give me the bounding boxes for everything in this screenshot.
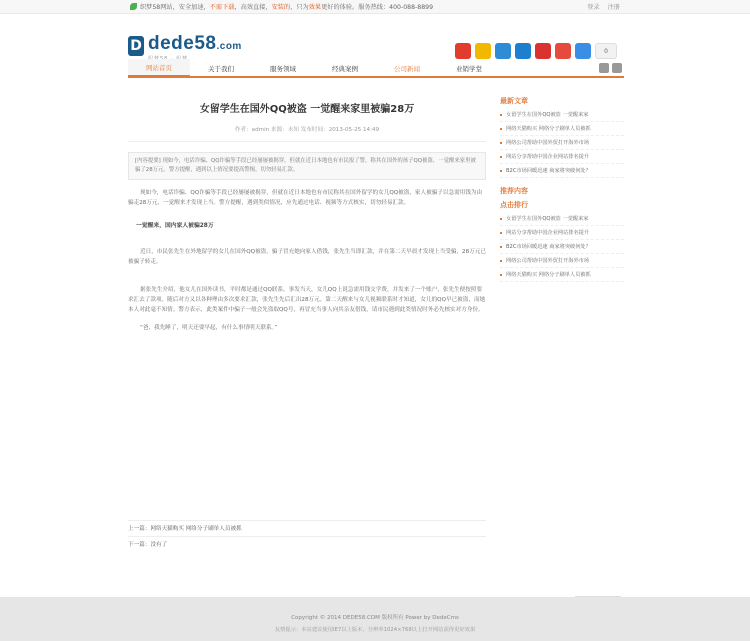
list-item[interactable]: 网络天猫购买 网络分子刷单人员被抓 <box>500 268 624 282</box>
user-icon[interactable] <box>612 63 622 73</box>
article-paragraph-2: 近日，市民张先生在外地留学的女儿在国外QQ被盗，骗子冒充她向家人借钱，张先生当即汇款，并在第二天早晨才发现上当受骗，28万元已被骗子转走。 <box>128 249 486 265</box>
list-item[interactable]: 网站分享帮助中国企业网站排名提升 <box>500 226 624 240</box>
latest-articles-title: 最新文章 <box>500 97 528 105</box>
list-item[interactable]: 女留学生在国外QQ被盗 一觉醒来家 <box>500 108 624 122</box>
site-footer <box>0 597 750 641</box>
article-main <box>128 88 486 548</box>
font-size-icon[interactable] <box>599 63 609 73</box>
nav-services[interactable]: 服务领域 <box>270 65 296 73</box>
notice-text-end: 更好的体验。服务热线：400-088-8899 <box>321 4 434 11</box>
tencent-weibo-icon[interactable] <box>495 43 511 59</box>
share-count: 0 <box>595 43 617 59</box>
douban-icon[interactable] <box>555 43 571 59</box>
nav-home[interactable]: 网站首页 <box>128 59 190 77</box>
site-header <box>0 14 750 59</box>
list-item[interactable]: 网站分享帮助中国企业网站排名提升 <box>500 150 624 164</box>
nav-tools <box>599 63 622 73</box>
kaixin-icon[interactable] <box>535 43 551 59</box>
list-item[interactable]: 女留学生在国外QQ被盗 一觉醒来家 <box>500 212 624 226</box>
site-logo[interactable] <box>128 35 242 56</box>
footer-tip: 友情提示：本站建议使用IE7以上版本，分辨率1024×768以上打开网站获得更好效果 <box>274 627 476 633</box>
top-right-links <box>587 2 620 11</box>
nav-news[interactable]: 公司新闻 <box>394 65 420 73</box>
notice-text-highlight-2: 安装的 <box>271 4 291 11</box>
qzone-icon[interactable] <box>475 43 491 59</box>
notice-text-prefix: 织梦58网站，安全加速， <box>140 4 210 11</box>
sidebar <box>500 92 624 282</box>
article-prev-next <box>128 520 486 552</box>
latest-articles-list <box>500 108 624 178</box>
article-title: 女留学生在国外QQ被盗 一觉醒来家里被骗28万 <box>199 104 415 115</box>
more-share-icon[interactable] <box>575 43 591 59</box>
article-meta: 作者：admin 来源：未知 发布时间：2013-05-25 14:49 <box>128 125 486 142</box>
hot-ranking-title: 点击排行 <box>500 201 528 209</box>
notice-text-mid: ，高效直接， <box>234 4 272 11</box>
recommended-title: 推荐内容 <box>500 187 528 195</box>
article-paragraph-4: “爸，我先睡了，明天还要早起，有什么事情明天联系。” <box>140 325 278 331</box>
top-notice-bar <box>0 0 750 14</box>
nav-academy[interactable]: 业销学堂 <box>456 65 482 73</box>
main-nav <box>0 60 750 78</box>
nav-about[interactable]: 关于我们 <box>208 65 234 73</box>
prev-article-link[interactable]: 上一篇：网络天猫购买 网络分子刷单人员被抓 <box>128 520 486 536</box>
list-item[interactable]: 网络天猫购买 网络分子刷单人员被抓 <box>500 122 624 136</box>
notice-text-tail: ，只为 <box>290 4 309 11</box>
register-link[interactable]: 注册 <box>607 4 620 11</box>
footer-copyright: Copyright © 2014 DEDE58.COM 版权所有 Power by DedeCms <box>291 615 459 621</box>
hot-ranking-list <box>500 212 624 282</box>
logo-wordmark: dede58.com <box>148 33 242 54</box>
weibo-icon[interactable] <box>455 43 471 59</box>
share-bar <box>455 43 617 59</box>
next-article-link[interactable]: 下一篇：没有了 <box>128 536 486 552</box>
list-item[interactable]: B2C市场回暖迅速 商家将突破何处？ <box>500 164 624 178</box>
leaf-icon <box>130 3 137 10</box>
notice-text-highlight-3: 效果 <box>308 4 322 11</box>
logo-d-icon: D <box>128 36 144 56</box>
article-summary: [内容提要] 现如今，电话诈骗、QQ诈骗等手段已经屡屡被揭穿，但就在近日本地也有市民报了警，称其在国外的孩子QQ被盗，一觉醒来家里被骗了28万元。警方提醒，遇到以上情况要提高警惕，切勿轻易汇款。 <box>128 152 486 180</box>
login-link[interactable]: 登录 <box>587 4 600 11</box>
list-item[interactable]: 网络公司帮助中国外贸打开海外市场 <box>500 136 624 150</box>
article-subheading: 一觉醒来，国内家人被骗28万 <box>136 223 214 229</box>
article-paragraph-1: 现如今，电话诈骗、QQ诈骗等手段已经屡屡被揭穿，但就在近日本地也有市民称其在国外留学的女儿QQ被盗，家人被骗子以急需用钱为由骗走28万元，一觉醒来才发现上当。警方提醒，遇到类似情况，应先通过电话、视频等方式核实，切勿轻易汇款。 <box>128 190 483 206</box>
nav-cases[interactable]: 经典案例 <box>332 65 358 73</box>
list-item[interactable]: B2C市场回暖迅速 商家将突破何处？ <box>500 240 624 254</box>
notice-text-highlight-1: 不需下载 <box>209 4 235 11</box>
article-paragraph-3: 据张先生介绍，他女儿在国外读书，平时都是通过QQ联系。事发当天，女儿QQ上说急需用钱交学费，并发来了一个账户，张先生便按照要求汇去了款项。随后对方又以各种理由多次要求汇款，张先生先后汇出28万元。第二天醒来与女儿视频联系时才知道，女儿的QQ早已被盗，而她本人对此毫不知情。警方表示，此类案件中骗子一般会先盗取QQ号，再冒充当事人向其亲友借钱，请市民遇到此类情况时务必先核实对方身份。 <box>128 287 486 313</box>
list-item[interactable]: 网络公司帮助中国外贸打开海外市场 <box>500 254 624 268</box>
renren-icon[interactable] <box>515 43 531 59</box>
